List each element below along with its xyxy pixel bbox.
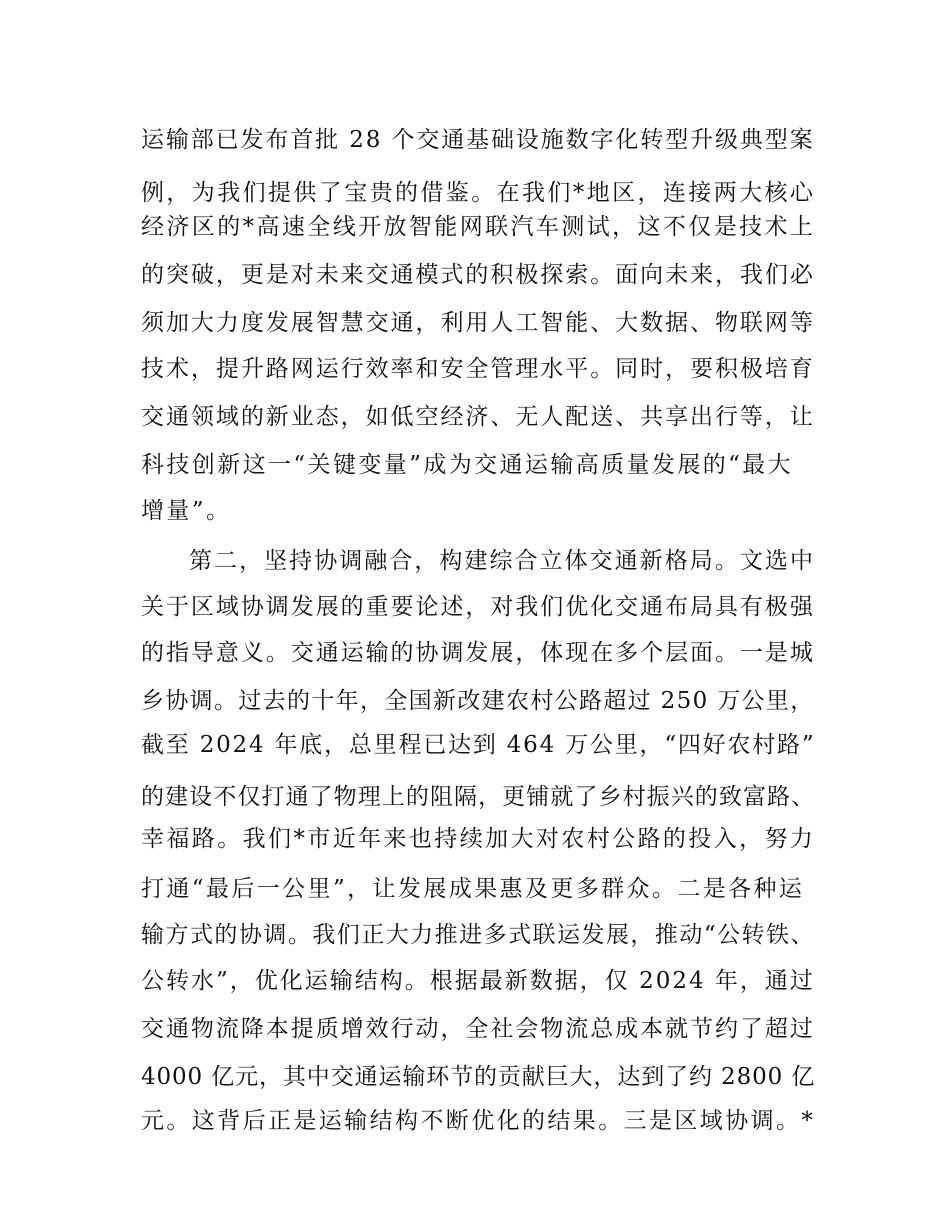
paragraph-2-line-3: 的指导意义。交通运输的协调发展，体现在多个层面。一是城 <box>141 640 815 666</box>
paragraph-1-line-8: 科技创新这一“关键变量”成为交通运输高质量发展的“最大 <box>141 452 794 478</box>
paragraph-1-line-5: 须加大力度发展智慧交通，利用人工智能、大数据、物联网等 <box>141 310 815 336</box>
paragraph-1-line-2: 例，为我们提供了宝贵的借鉴。在我们*地区，连接两大核心 <box>141 180 816 206</box>
paragraph-2-line-5: 截至 2024 年底，总里程已达到 464 万公里，“四好农村路” <box>141 732 816 758</box>
paragraph-1-line-3: 经济区的*高速全线开放智能网联汽车测试，这不仅是技术上 <box>141 214 816 240</box>
paragraph-2-line-12: 4000 亿元，其中交通运输环节的贡献巨大，达到了约 2800 亿 <box>141 1064 816 1090</box>
paragraph-1-line-6: 技术，提升路网运行效率和安全管理水平。同时，要积极培育 <box>141 356 815 382</box>
paragraph-2-line-6: 的建设不仅打通了物理上的阻隔，更铺就了乡村振兴的致富路、 <box>141 784 816 810</box>
paragraph-2-line-7: 幸福路。我们*市近年来也持续加大对农村公路的投入，努力 <box>141 826 816 852</box>
paragraph-2-line-11: 交通物流降本提质增效行动，全社会物流总成本就节约了超过 <box>141 1016 815 1042</box>
paragraph-2-line-1: 第二，坚持协调融合，构建综合立体交通新格局。文选中 <box>189 548 815 574</box>
paragraph-2-line-13: 元。这背后正是运输结构不断优化的结果。三是区域协调。* <box>141 1108 816 1134</box>
paragraph-1-line-1: 运输部已发布首批 28 个交通基础设施数字化转型升级典型案 <box>141 127 815 153</box>
paragraph-2-line-2: 关于区域协调发展的重要论述，对我们优化交通布局具有极强 <box>141 594 815 620</box>
paragraph-1-line-9: 增量”。 <box>141 498 232 524</box>
paragraph-1-line-7: 交通领域的新业态，如低空经济、无人配送、共享出行等，让 <box>141 404 815 430</box>
paragraph-2-line-9: 输方式的协调。我们正大力推进多式联运发展，推动“公转铁、 <box>141 922 815 948</box>
paragraph-1-line-4: 的突破，更是对未来交通模式的积极探索。面向未来，我们必 <box>141 262 815 288</box>
paragraph-2-line-8: 打通“最后一公里”，让发展成果惠及更多群众。二是各种运 <box>141 876 805 902</box>
paragraph-2-line-4: 乡协调。过去的十年，全国新改建农村公路超过 250 万公里， <box>141 688 815 714</box>
paragraph-2-line-10: 公转水”，优化运输结构。根据最新数据，仅 2024 年，通过 <box>141 968 815 994</box>
